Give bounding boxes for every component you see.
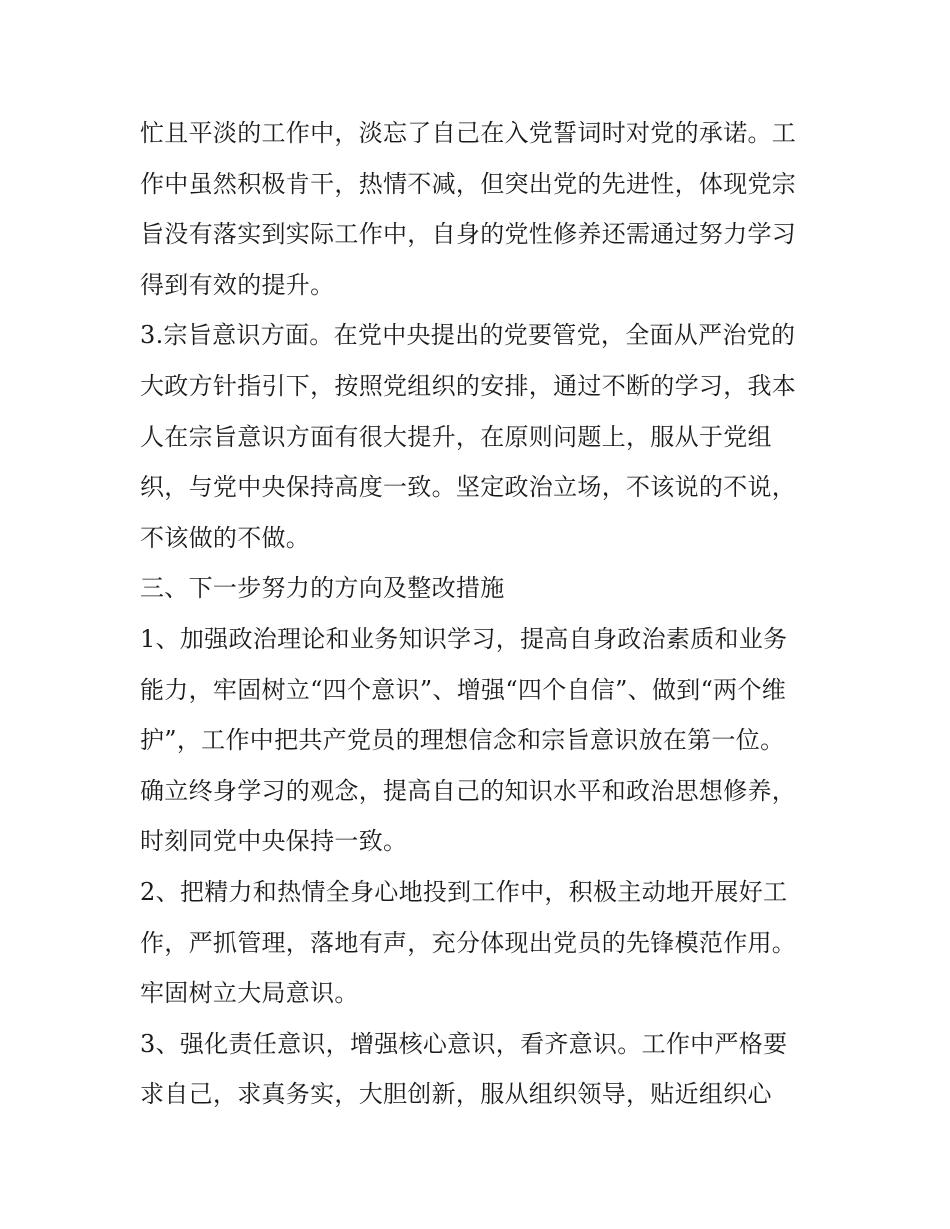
text-line: 得到有效的提升。 bbox=[140, 270, 335, 299]
text-line: 人在宗旨意识方面有很大提升，在原则问题上，服从于党组 bbox=[140, 422, 772, 451]
text-line: 不该做的不做。 bbox=[140, 523, 311, 552]
text-line: 时刻同党中央保持一致。 bbox=[140, 827, 408, 856]
text-line: 能力，牢固树立“四个意识”、增强“四个自信”、做到“两个维 bbox=[140, 675, 787, 704]
text-line: 织，与党中央保持高度一致。坚定政治立场，不该说的不说， bbox=[140, 473, 797, 502]
text-line: 旨没有落实到实际工作中，自身的党性修养还需通过努力学习 bbox=[140, 220, 797, 249]
text-line: 牢固树立大局意识。 bbox=[140, 979, 359, 1008]
text-line: 大政方针指引下，按照党组织的安排，通过不断的学习，我本 bbox=[140, 371, 797, 400]
text-line: 作，严抓管理，落地有声，充分体现出党员的先锋模范作用。 bbox=[140, 928, 797, 957]
text-line: 3、强化责任意识，增强核心意识，看齐意识。工作中严格要 bbox=[140, 1029, 788, 1058]
text-line: 作中虽然积极肯干，热情不减，但突出党的先进性，体现党宗 bbox=[140, 169, 797, 198]
text-line: 3.宗旨意识方面。在党中央提出的党要管党，全面从严治党的 bbox=[140, 321, 796, 350]
text-line: 1、加强政治理论和业务知识学习，提高自身政治素质和业务 bbox=[140, 624, 788, 653]
document-body bbox=[140, 108, 820, 1120]
text-line: 忙且平淡的工作中，淡忘了自己在入党誓词时对党的承诺。工 bbox=[140, 119, 797, 147]
text-line: 求自己，求真务实，大胆创新，服从组织领导，贴近组织心 bbox=[140, 1080, 772, 1109]
text-line: 2、把精力和热情全身心地投到工作中，积极主动地开展好工 bbox=[140, 877, 788, 906]
text-line: 护”，工作中把共产党员的理想信念和宗旨意识放在第一位。 bbox=[140, 726, 785, 755]
section-heading: 三、下一步努力的方向及整改措施 bbox=[140, 574, 505, 603]
text-line: 确立终身学习的观念，提高自己的知识水平和政治思想修养， bbox=[140, 776, 797, 805]
